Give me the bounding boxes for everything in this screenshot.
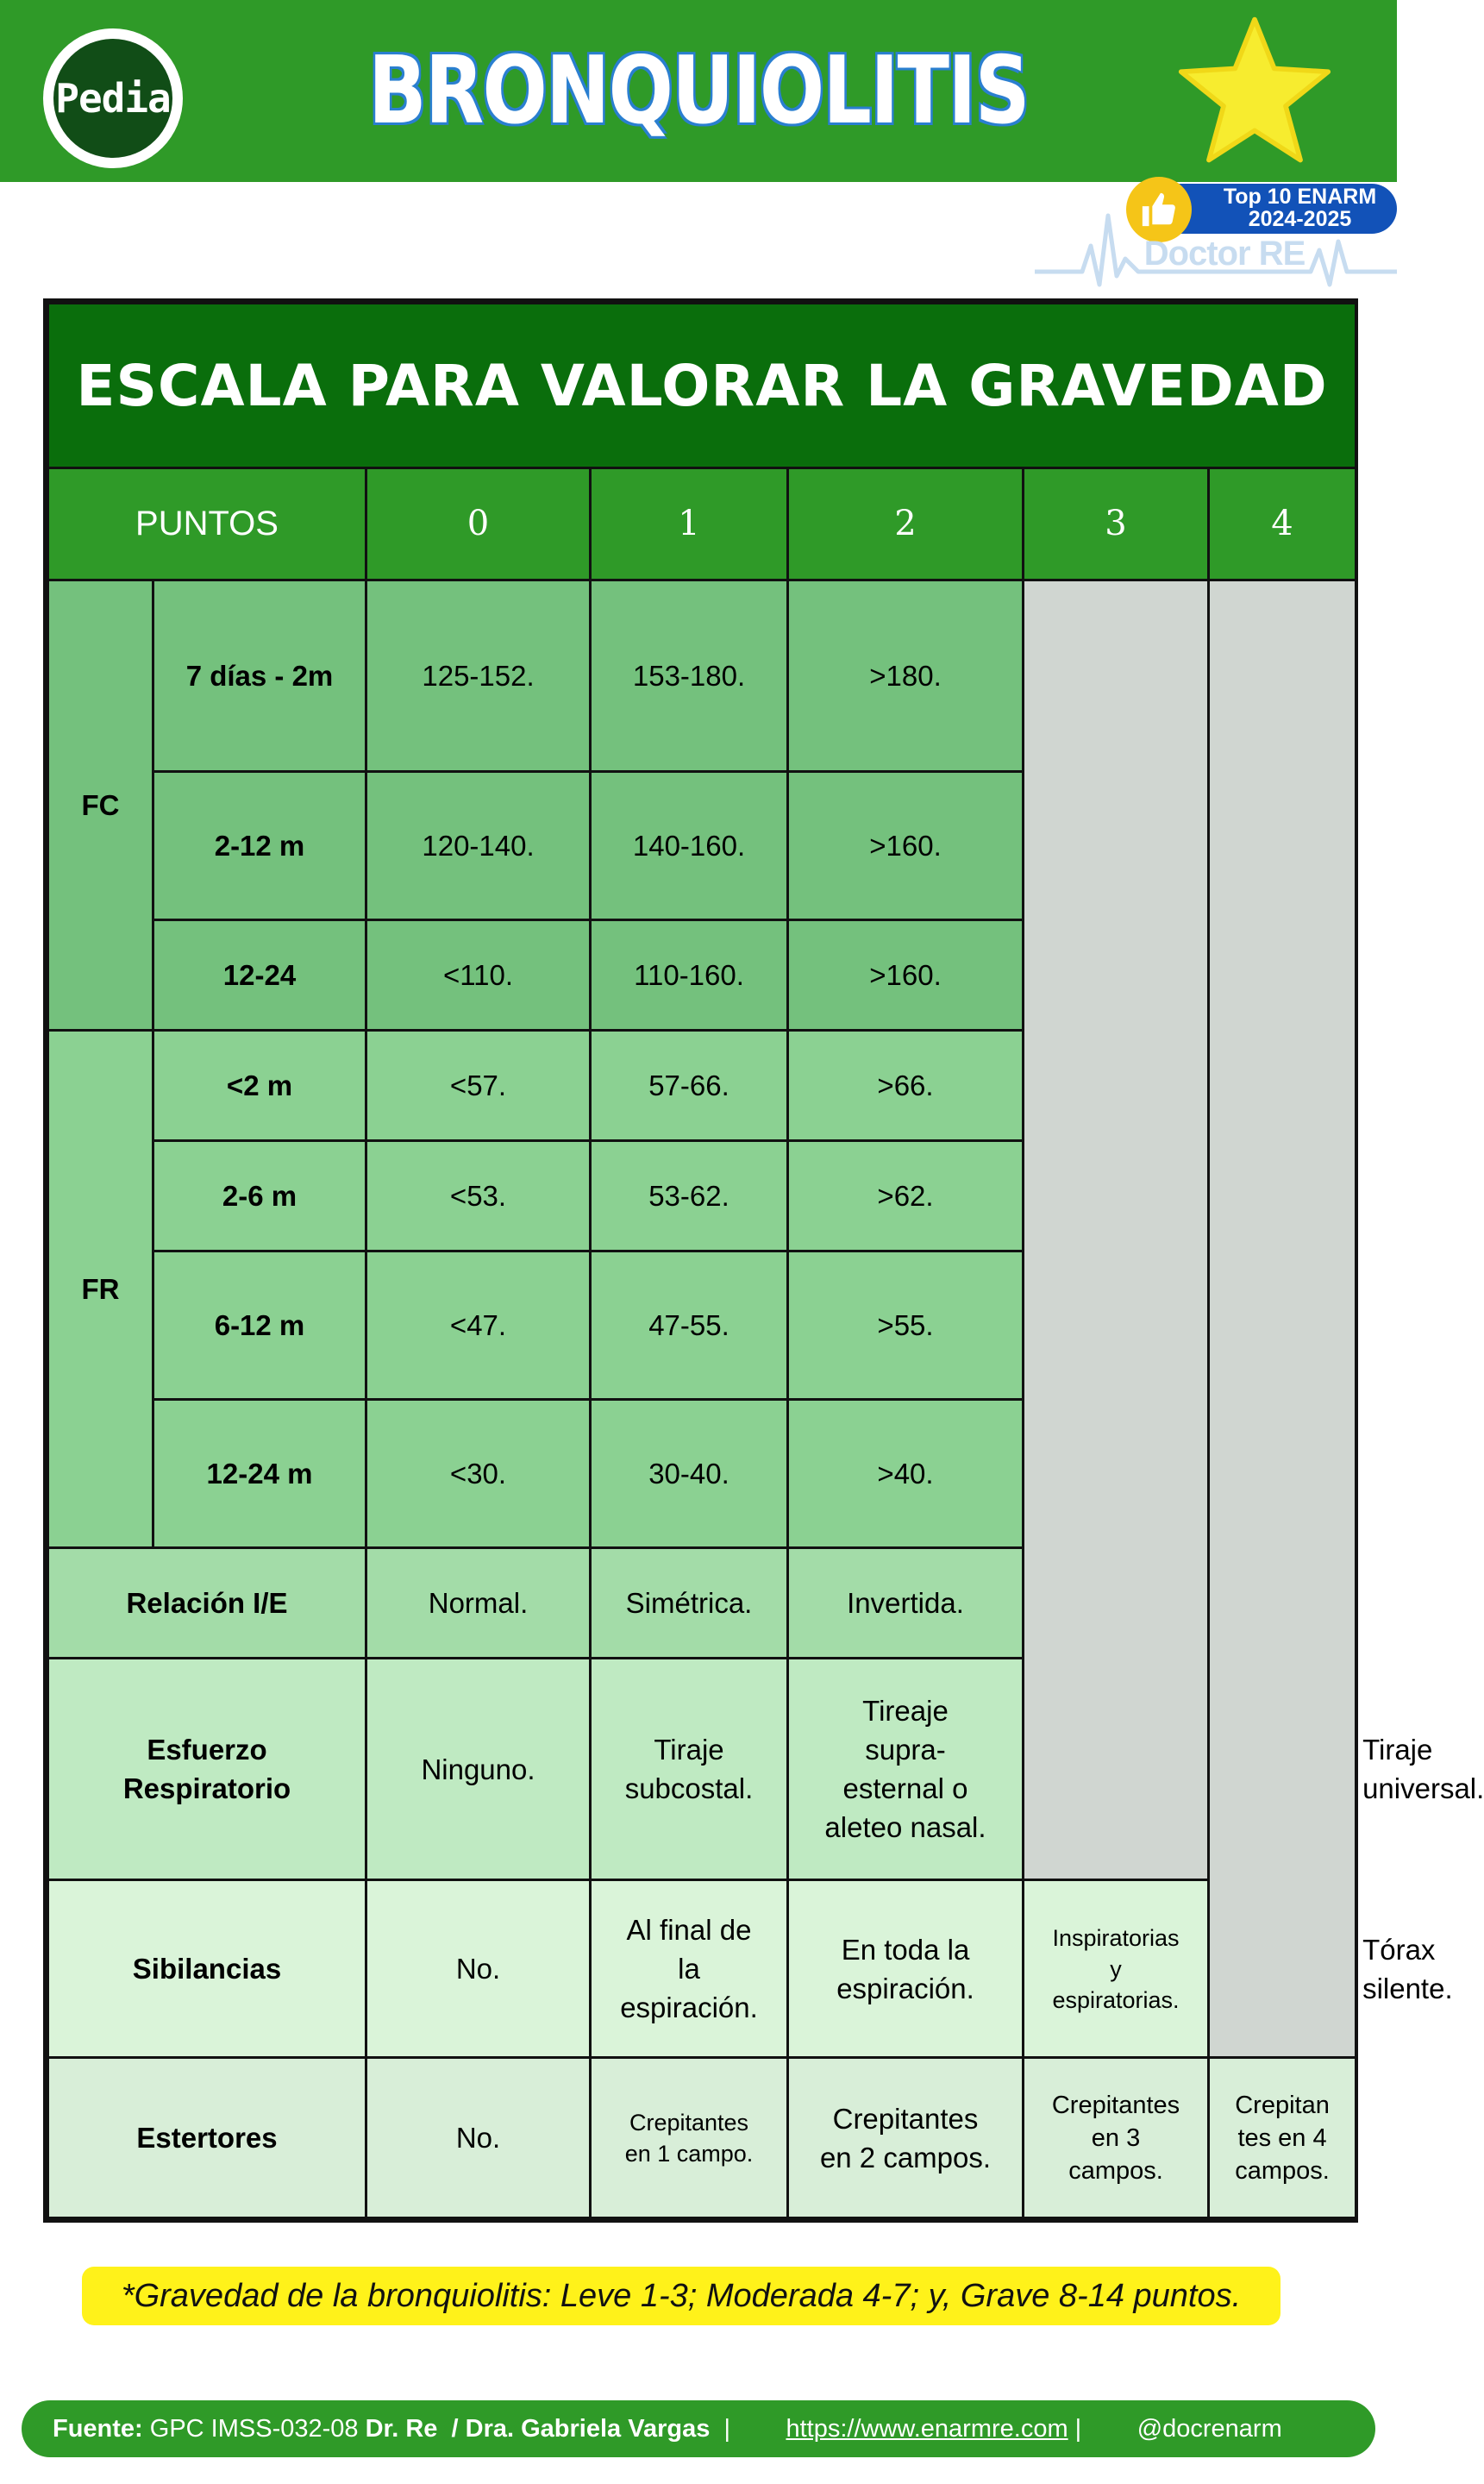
value-cell: Crepitantes en 1 campo. — [591, 2058, 788, 2218]
page-title: BRONQUIOLITIS — [368, 36, 1029, 145]
header-col-3: 3 — [1024, 468, 1209, 580]
value-cell: <30. — [366, 1400, 591, 1548]
header-col-1: 1 — [591, 468, 788, 580]
empty-gray-cell — [1024, 580, 1209, 1880]
footer-source-value: GPC IMSS-032-08 — [142, 2414, 366, 2443]
value-cell: 47-55. — [591, 1251, 788, 1400]
header-col-2: 2 — [788, 468, 1024, 580]
value-cell: No. — [366, 2058, 591, 2218]
value-cell: >160. — [788, 772, 1024, 920]
range-cell: 6-12 m — [153, 1251, 366, 1400]
estertores-label: Estertores — [48, 2058, 366, 2218]
star-icon — [1173, 13, 1337, 168]
badge-line1: Top 10 ENARM — [1223, 185, 1377, 209]
logo-text: Pedia — [53, 39, 172, 158]
value-cell: Crepitan tes en 4 campos. — [1209, 2058, 1356, 2218]
badge-line2: 2024-2025 — [1248, 207, 1352, 231]
range-cell: 2-12 m — [153, 772, 366, 920]
value-cell: Tiraje subcostal. — [591, 1659, 788, 1880]
value-cell: Tireaje supra- esternal o aleteo nasal. — [788, 1659, 1024, 1880]
doctor-re-brand: Doctor RE — [1143, 235, 1306, 273]
value-cell: <47. — [366, 1251, 591, 1400]
value-cell: 57-66. — [591, 1031, 788, 1141]
value-cell: >160. — [788, 920, 1024, 1031]
range-cell: 12-24 — [153, 920, 366, 1031]
value-cell: En toda la espiración. — [788, 1880, 1024, 2058]
footer-source-label: Fuente: — [53, 2414, 143, 2443]
relacion-label: Relación I/E — [48, 1548, 366, 1659]
value-cell: >40. — [788, 1400, 1024, 1548]
header-banner — [0, 0, 1397, 182]
value-cell: No. — [366, 1880, 591, 2058]
value-cell: >62. — [788, 1141, 1024, 1251]
range-cell: 2-6 m — [153, 1141, 366, 1251]
footer-separator: | — [710, 2414, 786, 2443]
value-cell: 110-160. — [591, 920, 788, 1031]
value-cell: Al final de la espiración. — [591, 1880, 788, 2058]
header-col-4: 4 — [1209, 468, 1356, 580]
footer-website-link[interactable]: https://www.enarmre.com — [786, 2414, 1068, 2443]
sibilancias-label: Sibilancias — [48, 1880, 366, 2058]
severity-scale-table — [43, 298, 1484, 2223]
value-cell: Ninguno. — [366, 1659, 591, 1880]
value-cell: >55. — [788, 1251, 1024, 1400]
value-cell: 53-62. — [591, 1141, 788, 1251]
value-cell: <57. — [366, 1031, 591, 1141]
value-cell: >66. — [788, 1031, 1024, 1141]
value-cell: Inspiratorias y espiratorias. — [1024, 1880, 1209, 2058]
fr-label: FR — [48, 1031, 153, 1548]
range-cell: 7 días - 2m — [153, 580, 366, 772]
footer-handle: @docrenarm — [1136, 2414, 1282, 2443]
value-cell: 30-40. — [591, 1400, 788, 1548]
table-row: Esfuerzo Respiratorio Ninguno. Tiraje subcostal. Tireaje supra- esternal o aleteo nasal. Tiraje universal. — [48, 1659, 1356, 1880]
value-cell: 120-140. — [366, 772, 591, 920]
footer-authors: Dr. Re / Dra. Gabriela Vargas — [365, 2414, 711, 2443]
table-row: Sibilancias No. Al final de la espiración. En toda la espiración. Inspiratorias y espiratorias. Tórax silente. — [48, 1880, 1356, 2058]
table-row — [48, 2058, 1356, 2218]
value-cell: 153-180. — [591, 580, 788, 772]
pedia-logo — [43, 28, 183, 168]
value-cell: Crepitantes en 2 campos. — [788, 2058, 1024, 2218]
thumbs-up-icon — [1126, 177, 1192, 242]
table-title: ESCALA PARA VALORAR LA GRAVEDAD — [48, 304, 1356, 468]
value-cell: Normal. — [366, 1548, 591, 1659]
value-cell: 140-160. — [591, 772, 788, 920]
value-cell: <110. — [366, 920, 591, 1031]
value-cell: Invertida. — [788, 1548, 1024, 1659]
value-cell: Crepitantes en 3 campos. — [1024, 2058, 1209, 2218]
fc-label: FC — [48, 580, 153, 1031]
range-cell: <2 m — [153, 1031, 366, 1141]
severity-note: *Gravedad de la bronquiolitis: Leve 1-3; Moderada 4-7; y, Grave 8-14 puntos. — [82, 2267, 1280, 2325]
value-cell: Simétrica. — [591, 1548, 788, 1659]
footer-separator: | — [1068, 2414, 1137, 2443]
value-cell: 125-152. — [366, 580, 591, 772]
header-puntos: PUNTOS — [48, 468, 366, 580]
empty-gray-cell — [1209, 580, 1356, 2058]
footer-bar — [22, 2400, 1375, 2457]
header-col-0: 0 — [366, 468, 591, 580]
value-cell: <53. — [366, 1141, 591, 1251]
value-cell: >180. — [788, 580, 1024, 772]
esfuerzo-label: Esfuerzo Respiratorio — [48, 1659, 366, 1880]
range-cell: 12-24 m — [153, 1400, 366, 1548]
table-row — [48, 580, 1356, 772]
